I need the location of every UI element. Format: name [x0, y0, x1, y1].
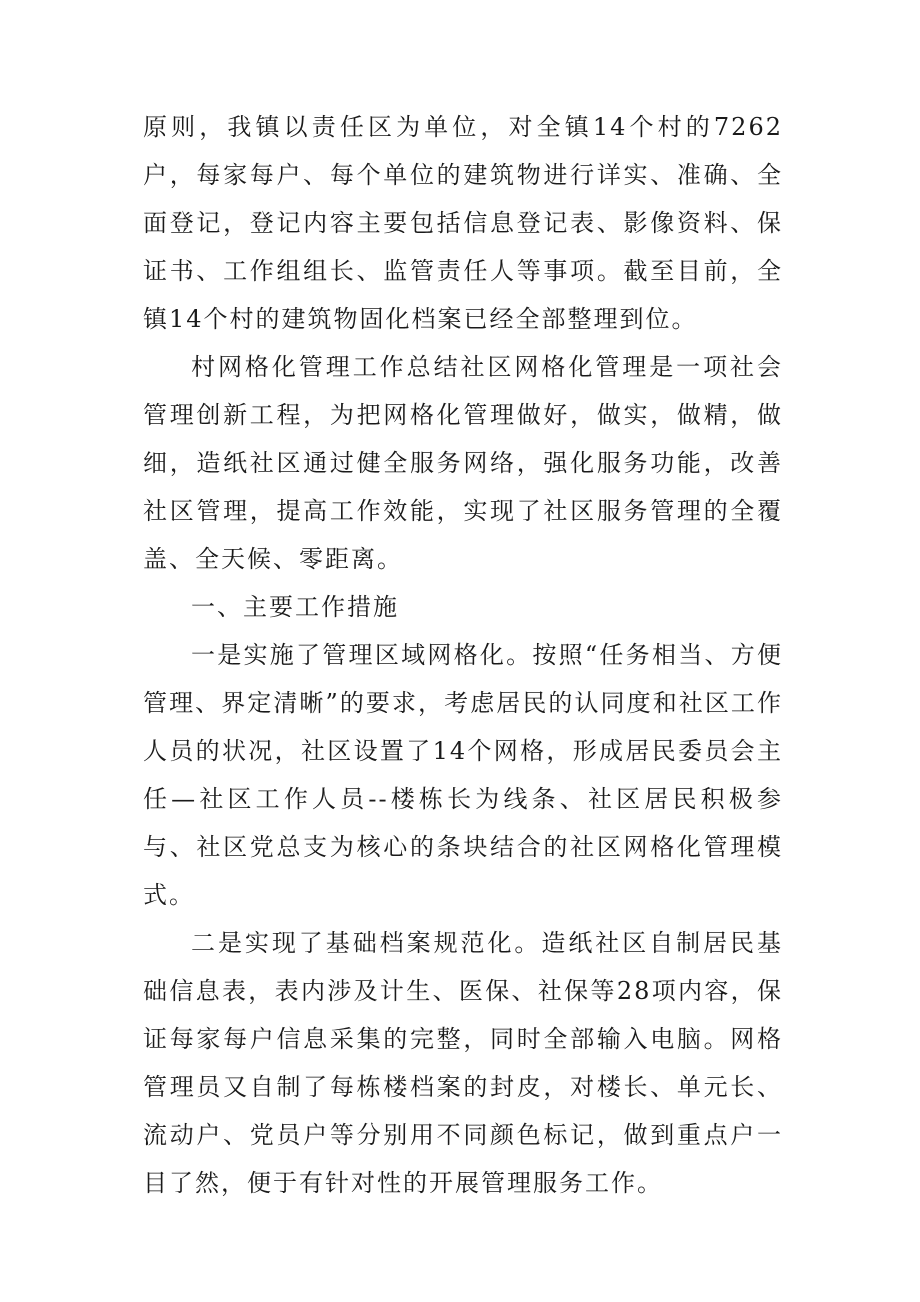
- paragraph-2: 村网格化管理工作总结社区网格化管理是一项社会管理创新工程，为把网格化管理做好，做实，做精，做细，造纸社区通过健全服务网络，强化服务功能，改善社区管理，提高工作效能，实现了社区服务管理的全覆盖、全天候、零距离。: [143, 353, 783, 573]
- paragraph-1: 原则，我镇以责任区为单位，对全镇14个村的7262户，每家每户、每个单位的建筑物进行详实、准确、全面登记，登记内容主要包括信息登记表、影像资料、保证书、工作组组长、监管责任人等事项。截至目前，全镇14个村的建筑物固化档案已经全部整理到位。: [143, 113, 783, 333]
- paragraph-4: 二是实现了基础档案规范化。造纸社区自制居民基础信息表，表内涉及计生、医保、社保等28项内容，保证每家每户信息采集的完整，同时全部输入电脑。网格管理员又自制了每栋楼档案的封皮，对楼长、单元长、流动户、党员户等分别用不同颜色标记，做到重点户一目了然，便于有针对性的开展管理服务工作。: [143, 929, 783, 1197]
- document-body: [143, 103, 783, 1207]
- section-heading: 一、主要工作措施: [191, 593, 399, 621]
- paragraph-3: 一是实施了管理区域网格化。按照“任务相当、方便管理、界定清晰”的要求，考虑居民的认同度和社区工作人员的状况，社区设置了14个网格，形成居民委员会主任—社区工作人员--楼栋长为线条、社区居民积极参与、社区党总支为核心的条块结合的社区网格化管理模式。: [143, 641, 783, 909]
